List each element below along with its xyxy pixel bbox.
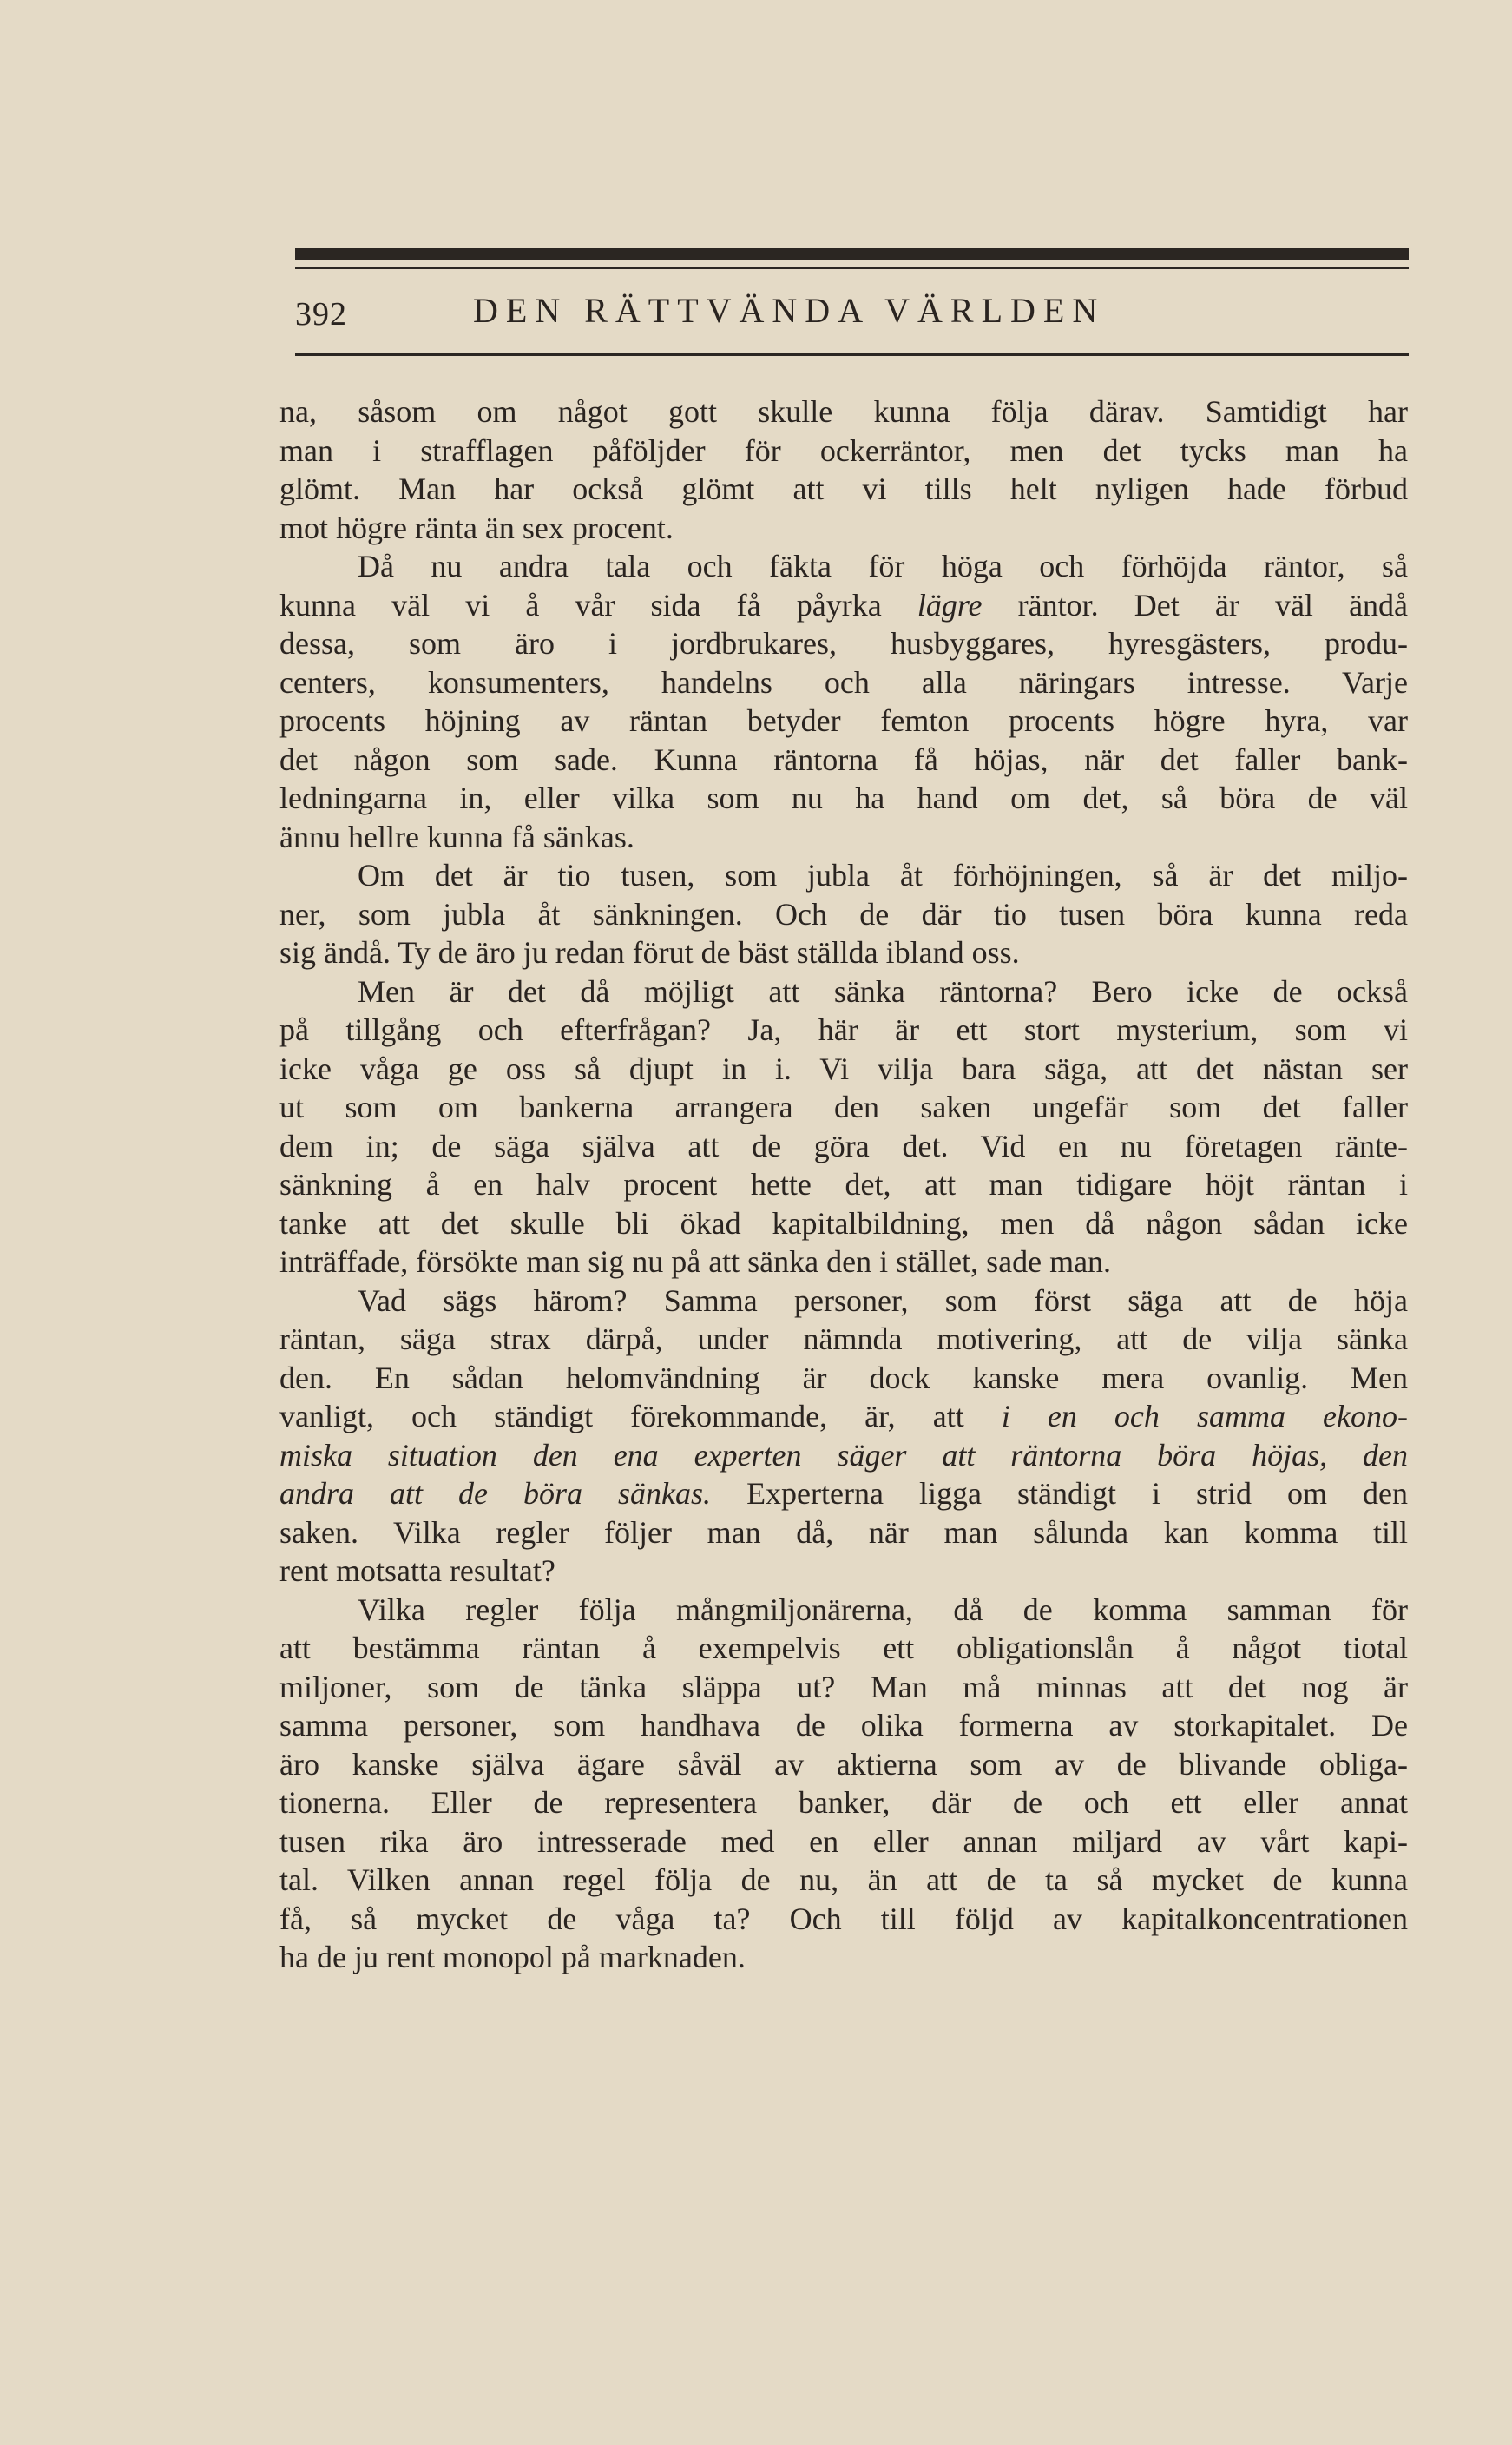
text-line-roman: äro kanske själva ägare såväl av aktierna som av de blivande obliga- [279,1746,1408,1782]
text-line-roman: miljoner, som de tänka släppa ut? Man må minnas att det nog är [279,1669,1408,1704]
page-number: 392 [295,296,347,333]
text-line [279,663,1408,702]
text-line-roman: tanke att det skulle bli ökad kapitalbildning, men då någon sådan icke [279,1205,1408,1241]
text-line-roman: mot högre ränta än sex procent. [279,510,674,545]
text-line [279,1706,1408,1745]
text-line [279,1474,1408,1513]
text-line-roman: ut som om bankerna arrangera den saken ungefär som det faller [279,1090,1408,1124]
text-line-italic: miska situation den ena experten säger att räntorna böra höjas, den [279,1437,1408,1473]
text-line-roman: man i strafflagen påföljder för ockerräntor, men det tycks man ha [279,432,1408,468]
text-line [279,1320,1408,1359]
text-line [279,702,1408,741]
text-line [279,1938,1408,1977]
text-line-roman: det någon som sade. Kunna räntorna få höjas, när det faller bank- [279,741,1408,777]
text-line [279,741,1408,780]
text-line-roman: på tillgång och efterfrågan? Ja, här är ett stort mysterium, som vi [279,1012,1408,1047]
text-line-roman: saken. Vilka regler följer man då, när man sålunda kan komma till [279,1514,1408,1550]
text-line [279,509,1408,548]
text-line-roman: sig ändå. Ty de äro ju redan förut de bäst ställda ibland oss. [279,935,1020,970]
text-line-roman: den. En sådan helomvändning är dock kanske mera ovanlig. Men [279,1360,1408,1395]
text-line-roman: procents höjning av räntan betyder femton procents högre hyra, var [279,703,1408,738]
page-header [295,280,1409,347]
text-line-roman: Experterna ligga ständigt i strid om den [746,1476,1408,1511]
text-line-roman: ha de ju rent monopol på marknaden. [279,1940,746,1974]
text-line-italic: i en och samma ekono- [1001,1399,1408,1433]
text-line-roman: dem in; de säga själva att de göra det. Vid en nu företagen ränte- [279,1128,1408,1163]
text-line-roman: att bestämma räntan å exempelvis ett obligationslån å något tiotal [279,1631,1408,1665]
text-line [279,972,1408,1012]
text-line-roman: Men är det då möjligt att sänka räntorna? Bero icke de också [358,973,1408,1009]
text-line [279,1242,1408,1282]
text-line [279,1591,1408,1630]
text-line-italic: lägre [917,587,983,623]
text-line [279,1397,1408,1436]
text-line [279,1050,1408,1089]
text-line [279,1822,1408,1862]
text-line-roman: ledningarna in, eller vilka som nu ha hand om det, så böra de väl [279,781,1408,815]
text-line [279,1513,1408,1552]
text-line-roman: na, såsom om något gott skulle kunna följa därav. Samtidigt har [279,394,1408,429]
text-line-roman: Om det är tio tusen, som jubla åt förhöjningen, så är det miljo- [358,858,1408,893]
text-line-roman: tal. Vilken annan regel följa de nu, än att de ta så mycket de kunna [279,1862,1408,1897]
body-text [279,392,1408,1977]
text-line [279,1861,1408,1900]
text-line-roman: icke våga ge oss så djupt in i. Vi vilja bara säga, att det nästan ser [279,1051,1408,1086]
text-line [279,586,1408,625]
text-line [279,895,1408,934]
header-thick-rule [295,248,1409,260]
text-line-roman: Vilka regler följa mångmiljonärerna, då de komma samman för [358,1592,1408,1627]
text-line-roman: få, så mycket de våga ta? Och till följd av kapitalkoncentrationen [279,1901,1408,1936]
text-line [279,1668,1408,1707]
text-line [279,1127,1408,1166]
text-line [279,1204,1408,1243]
text-line [279,1629,1408,1668]
text-line-roman: Då nu andra tala och fäkta för höga och förhöjda räntor, så [358,549,1408,583]
text-line [279,1783,1408,1822]
text-line-roman: sänkning å en halv procent hette det, att man tidigare höjt räntan i [279,1167,1408,1202]
header-thin-rule [295,267,1409,269]
text-line-roman: räntor. Det är väl ändå [1017,587,1409,623]
text-line-roman: vanligt, och ständigt förekommande, är, att [279,1399,964,1433]
text-line [279,470,1408,509]
text-line-roman: tusen rika äro intresserade med en eller annan miljard av vårt kapi- [279,1823,1408,1859]
text-line [279,1088,1408,1127]
text-line-roman: glömt. Man har också glömt att vi tills helt nyligen hade förbud [279,471,1408,506]
text-line [279,1900,1408,1939]
text-line-italic: andra att de böra sänkas. [279,1476,712,1511]
text-line-roman: samma personer, som handhava de olika formerna av storkapitalet. De [279,1708,1408,1743]
text-line-roman: kunna väl vi å vår sida få påyrka [279,587,882,623]
text-line [279,432,1408,471]
text-line-roman: räntan, säga strax därpå, under nämnda motivering, att de vilja sänka [279,1321,1408,1356]
text-line-roman: inträffade, försökte man sig nu på att sänka den i stället, sade man. [279,1244,1112,1279]
text-line [279,1552,1408,1591]
text-line-roman: ännu hellre kunna få sänkas. [279,819,634,854]
text-line [279,856,1408,895]
text-line [279,933,1408,972]
text-line [279,1165,1408,1204]
text-line [279,1745,1408,1784]
header-bottom-rule [295,353,1409,356]
text-line [279,1436,1408,1475]
text-line-roman: ner, som jubla åt sänkningen. Och de där tio tusen böra kunna reda [279,896,1408,932]
text-line-roman: Vad sägs härom? Samma personer, som först säga att de höja [358,1282,1408,1318]
text-line [279,818,1408,857]
running-title: DEN RÄTTVÄNDA VÄRLDEN [473,291,1106,330]
text-line [279,392,1408,432]
text-line-roman: centers, konsumenters, handelns och alla näringars intresse. Varje [279,664,1408,700]
text-line-roman: rent motsatta resultat? [279,1553,555,1588]
text-line [279,624,1408,663]
text-line [279,779,1408,818]
text-line [279,547,1408,586]
text-line-roman: tionerna. Eller de representera banker, där de och ett eller annat [279,1785,1408,1820]
text-line-roman: dessa, som äro i jordbrukares, husbyggares, hyresgästers, produ- [279,626,1408,661]
text-line [279,1359,1408,1398]
text-line [279,1282,1408,1321]
text-line [279,1011,1408,1050]
